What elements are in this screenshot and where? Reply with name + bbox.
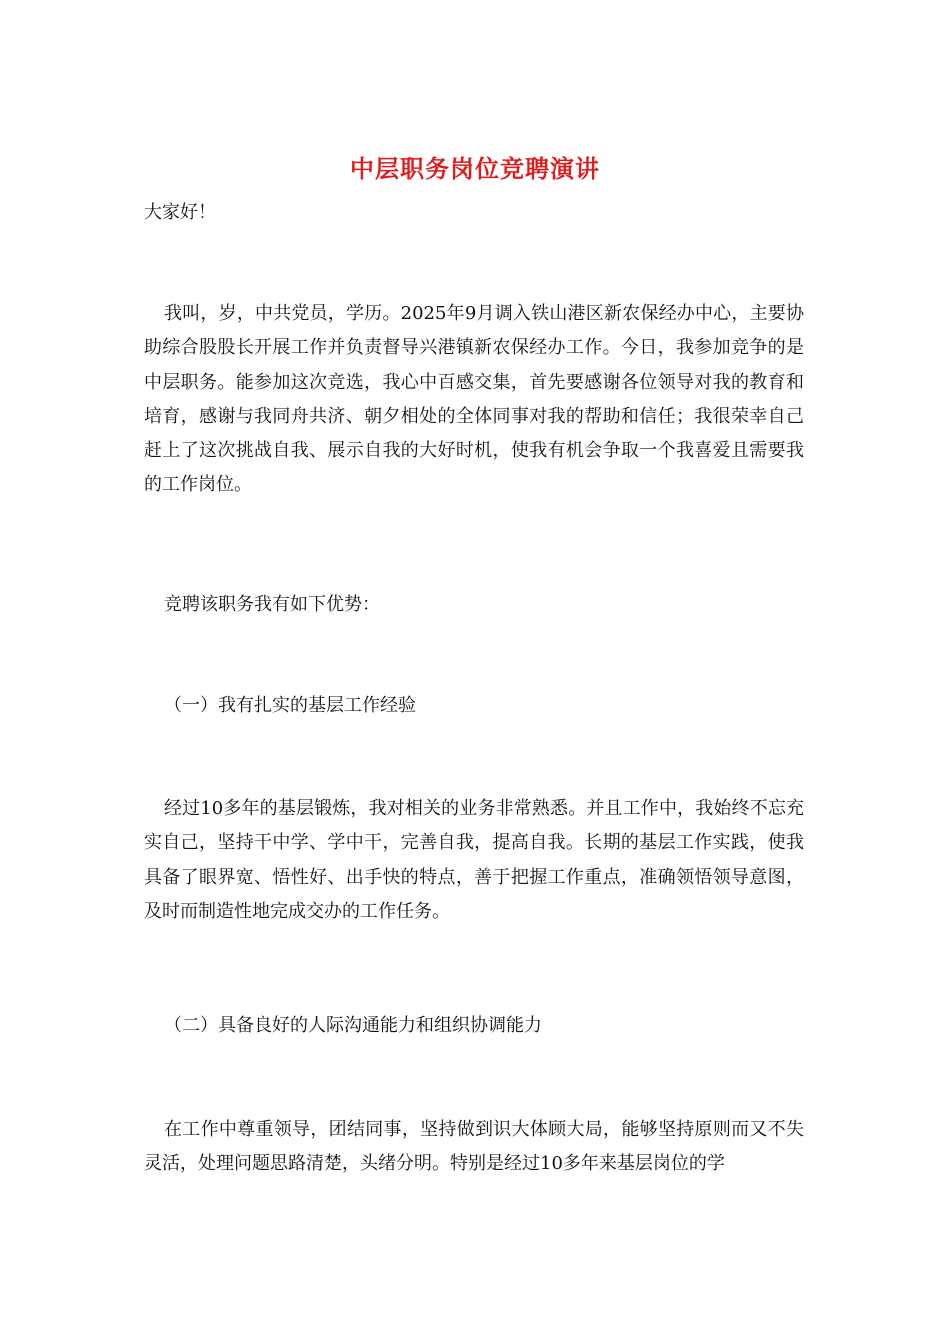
- document-title: 中层职务岗位竞聘演讲: [350, 154, 600, 183]
- section-heading-1: （一）我有扎实的基层工作经验: [164, 695, 416, 716]
- body-paragraph-communication: 在工作中尊重领导，团结同事，坚持做到识大体顾大局，能够坚持原则而又不失灵活，处理问题思路清楚，头绪分明。特别是经过10多年来基层岗位的学: [144, 1119, 804, 1175]
- body-paragraph-intro: 我叫，岁，中共党员，学历。2025年9月调入铁山港区新农保经办中心，主要协助综合股股长开展工作并负责督导兴港镇新农保经办工作。今日，我参加竞争的是中层职务。能参加这次竞选，我心中百感交集，首先要感谢各位领导对我的教育和培育，感谢与我同舟共济、朝夕相处的全体同事对我的帮助和信任；我很荣幸自己赶上了这次挑战自我、展示自我的大好时机，使我有机会争取一个我喜爱且需要我的工作岗位。: [144, 303, 804, 496]
- section-heading-2: （二）具备良好的人际沟通能力和组织协调能力: [164, 1015, 542, 1036]
- body-paragraph-experience: 经过10多年的基层锻炼，我对相关的业务非常熟悉。并且工作中，我始终不忘充实自己，坚持干中学、学中干，完善自我，提高自我。长期的基层工作实践，使我具备了眼界宽、悟性好、出手快的特点，善于把握工作重点，准确领悟领导意图，及时而制造性地完成交办的工作任务。: [144, 798, 804, 922]
- greeting-line: 大家好！: [144, 202, 216, 223]
- advantages-intro-line: 竞聘该职务我有如下优势：: [164, 594, 380, 615]
